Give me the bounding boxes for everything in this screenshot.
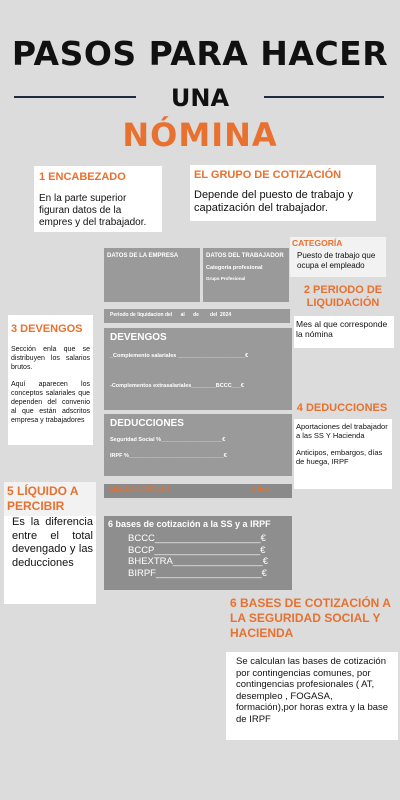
devengos-card (8, 315, 93, 445)
title-line-2: UNA (170, 84, 230, 112)
deducciones-box (104, 414, 292, 476)
categoria-card (290, 237, 386, 277)
bases-line-0: BCCC____________________€ (128, 533, 266, 544)
grupo-title: EL GRUPO DE COTIZACIÓN (194, 169, 342, 181)
deducciones-text-1: Aportaciones del trabajador a las SS Y Hacienda (296, 422, 388, 440)
irpf-line: IRPF %_______________________________€ (110, 453, 227, 459)
complementos-extra-line: -Complementos extrasalariales________BCCC___€ (110, 383, 244, 389)
grupo-text: Depende del puesto de trabajo y capatización del trabajador. (194, 189, 354, 214)
deducciones-title-box (292, 402, 392, 419)
devengos-mock-title: DEVENGOS (110, 332, 167, 343)
devengos-text-2: Aquí aparecen los conceptos salariales que dependen del convenio al que están adscritos empresa y trabajadores (11, 381, 90, 424)
empresa-box (104, 248, 200, 302)
bases-line-3: BIRPF____________________€ (128, 567, 267, 579)
trabajador-box (203, 248, 289, 302)
categoria-label: Categoría profesional (206, 265, 263, 271)
bases-mock-title: 6 bases de cotización a la SS y a IRPF (108, 519, 271, 529)
deducciones-text-2: Anticipos, embargos, días de huega, IRPF (296, 448, 383, 466)
bases-line-1: BCCP____________________€ (128, 544, 266, 556)
periodo-bar (104, 309, 290, 323)
liquido-value: € Neto (252, 487, 271, 493)
periodo-title: 2 PERIODO DE LIQUIDACIÓN (303, 284, 383, 309)
liquido-label: LÍQUIDO A PERCIBIR (110, 487, 171, 493)
deducciones-card (294, 419, 392, 489)
encabezado-text: En la parte superior figuran datos de la empres y del trabajador. (39, 193, 147, 228)
trabajador-label: DATOS DEL TRABAJADOR (206, 253, 284, 259)
categoria-title: CATEGORÍA (292, 238, 343, 248)
bases-title: 6 BASES DE COTIZACIÓN A LA SEGURIDAD SOCIAL Y HACIENDA (230, 596, 391, 640)
liquido-bar (104, 484, 292, 498)
liquido-card (4, 516, 96, 604)
title-line-3: NÓMINA (122, 116, 278, 154)
categoria-text: Puesto de trabajo que ocupa el empleado (297, 251, 376, 270)
bases-title-box (226, 596, 398, 656)
bases-text: Se calculan las bases de cotización por contingencias comunes, por contingencias profesionales ( AT, desempleo , FOGASA, formación),por horas extra y la base de IRPF (236, 656, 389, 725)
periodo-text: Mes al que corresponde la nómina (296, 319, 388, 339)
grupo-label: Grupo Profesional (206, 276, 246, 281)
devengos-text-1: Sección enla que se distribuyen los salarios brutos. (11, 346, 90, 371)
deducciones-title: 4 DEDUCCIONES (296, 402, 388, 414)
complemento-line: _Complemento salariales ______________________€ (110, 353, 249, 359)
periodo-label: Periodo de liquidacion del al de del 2024 (110, 312, 232, 318)
periodo-card (294, 316, 394, 348)
empresa-label: DATOS DE LA EMPRESA (107, 253, 179, 259)
encabezado-card (34, 166, 162, 232)
grupo-card (190, 165, 376, 221)
liquido-text: Es la diferencia entre el total devengado y las deducciones (12, 516, 93, 569)
deducciones-mock-title: DEDUCCIONES (110, 418, 184, 429)
title-line-1: PASOS PARA HACER (11, 34, 389, 73)
periodo-title-box (302, 284, 384, 316)
liquido-title: 5 LÍQUIDO A PERCIBIR (7, 484, 79, 513)
bases-card (226, 652, 398, 740)
devengos-box (104, 328, 292, 410)
bases-box (104, 516, 292, 590)
bases-line-2: BHEXTRA_________________€ (128, 556, 268, 567)
liquido-title-box (4, 482, 96, 516)
encabezado-title: 1 ENCABEZADO (39, 171, 126, 183)
devengos-title: 3 DEVENGOS (11, 323, 83, 335)
seg-social-line: Seguridad Social %____________________€ (110, 437, 226, 443)
